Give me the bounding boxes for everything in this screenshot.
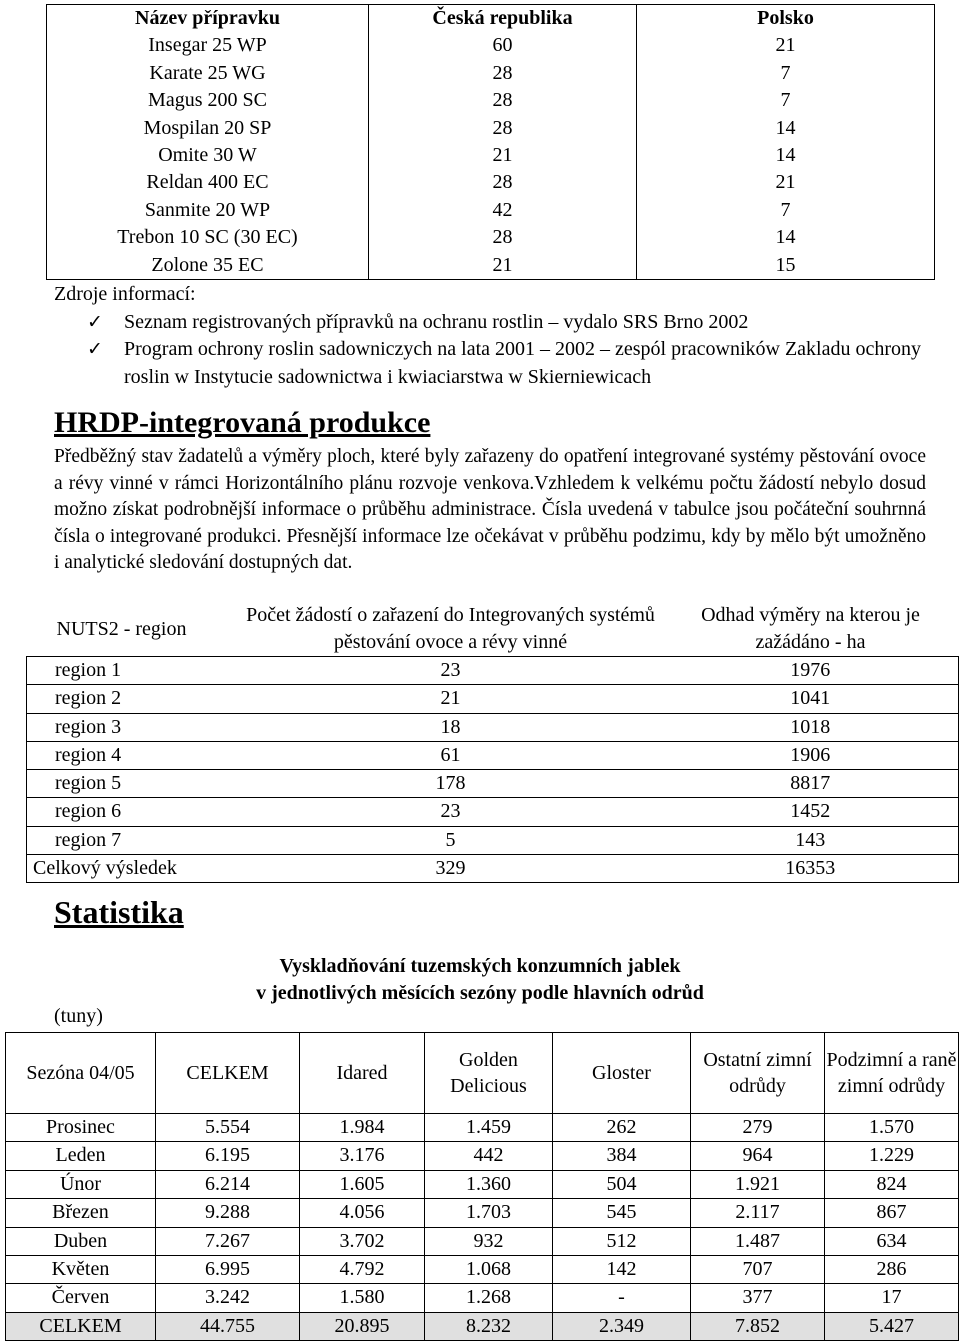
table-cell: 1.459 (425, 1114, 553, 1142)
table-cell: 3.702 (300, 1227, 425, 1255)
column-header: Počet žádostí o zařazení do Integrovaných systémů pěstování ovoce a révy vinné (246, 604, 655, 653)
table-cell: - (553, 1284, 691, 1312)
source-item (54, 336, 934, 391)
table-cell: Zolone 35 EC (47, 252, 369, 280)
table-row (27, 713, 959, 741)
table-cell: 7.267 (156, 1227, 300, 1255)
column-header: Polsko (637, 5, 935, 33)
table-header-row (6, 1033, 959, 1114)
table-cell: 60 (369, 32, 637, 59)
table-caption (0, 953, 960, 1007)
table-cell: region 4 (27, 741, 239, 769)
table-header-row (27, 602, 959, 657)
table-cell: 7 (637, 87, 935, 114)
table-row (27, 770, 959, 798)
table-cell: 28 (369, 60, 637, 87)
table-cell: 1.229 (825, 1142, 959, 1170)
table-cell: 5.554 (156, 1114, 300, 1142)
table-row (27, 855, 959, 883)
table-cell: 512 (553, 1227, 691, 1255)
column-header: Golden Delicious (425, 1033, 553, 1114)
table-cell: 9.288 (156, 1199, 300, 1227)
table-row (47, 32, 935, 59)
table-cell: 442 (425, 1142, 553, 1170)
table-row (6, 1312, 959, 1340)
table-cell: region 1 (27, 657, 239, 685)
table-cell: 21 (239, 685, 663, 713)
table-row (47, 197, 935, 224)
table-cell: 1.268 (425, 1284, 553, 1312)
table-cell: 44.755 (156, 1312, 300, 1340)
table-row (47, 60, 935, 87)
table-cell: 2.117 (691, 1199, 825, 1227)
table-header-row (47, 5, 935, 33)
table-cell: 20.895 (300, 1312, 425, 1340)
table-cell: 1976 (663, 657, 959, 685)
table-cell: Květen (6, 1256, 156, 1284)
table-cell: 867 (825, 1199, 959, 1227)
table-row (47, 87, 935, 114)
table-cell: 8817 (663, 770, 959, 798)
table-cell: 634 (825, 1227, 959, 1255)
table-cell: 3.242 (156, 1284, 300, 1312)
checkmark-icon: ✓ (87, 338, 103, 360)
table-cell: 545 (553, 1199, 691, 1227)
table-cell: 1.580 (300, 1284, 425, 1312)
table-cell: 21 (637, 32, 935, 59)
table-cell: 17 (825, 1284, 959, 1312)
table-cell: 21 (369, 142, 637, 169)
table-cell: 504 (553, 1170, 691, 1198)
table-cell: 1.360 (425, 1170, 553, 1198)
sources-section (54, 281, 934, 391)
table-cell: Karate 25 WG (47, 60, 369, 87)
table-cell: Mospilan 20 SP (47, 115, 369, 142)
table-cell: 1018 (663, 713, 959, 741)
table-cell: Omite 30 W (47, 142, 369, 169)
table-cell: 8.232 (425, 1312, 553, 1340)
table-cell: 4.056 (300, 1199, 425, 1227)
table-cell: Březen (6, 1199, 156, 1227)
table-cell: 286 (825, 1256, 959, 1284)
table-row (6, 1114, 959, 1142)
table-cell: 377 (691, 1284, 825, 1312)
column-header: Gloster (553, 1033, 691, 1114)
table-row (6, 1170, 959, 1198)
caption-line: Vyskladňování tuzemských konzumních jablek (279, 955, 681, 977)
table-cell: region 2 (27, 685, 239, 713)
table-cell: 15 (637, 252, 935, 280)
column-header: Odhad výměry na kterou je zažádáno - ha (701, 604, 920, 653)
table-cell: 262 (553, 1114, 691, 1142)
table-cell: 61 (239, 741, 663, 769)
table-cell: 279 (691, 1114, 825, 1142)
table-cell: Únor (6, 1170, 156, 1198)
table-cell: 932 (425, 1227, 553, 1255)
table-cell: 7 (637, 197, 935, 224)
table-cell: 1.570 (825, 1114, 959, 1142)
table-cell: 6.214 (156, 1170, 300, 1198)
table-cell: Červen (6, 1284, 156, 1312)
table-cell: 707 (691, 1256, 825, 1284)
table-row (47, 224, 935, 251)
column-header: Česká republika (369, 5, 637, 33)
table-cell: 1.605 (300, 1170, 425, 1198)
table-cell: 1452 (663, 798, 959, 826)
table-cell: 23 (239, 657, 663, 685)
table-row (27, 685, 959, 713)
sources-title: Zdroje informací: (54, 283, 196, 305)
table-cell: 21 (637, 169, 935, 196)
table-row (6, 1199, 959, 1227)
table-cell: region 5 (27, 770, 239, 798)
table-cell: 14 (637, 115, 935, 142)
table-cell: Sanmite 20 WP (47, 197, 369, 224)
source-item-text: Program ochrony roslin sadowniczych na lata 2001 – 2002 – zespól pracowników Zakladu ochrony roslin w Instytucie sadownictwa i kwiaciarstwa w Skierniewicach (124, 338, 922, 388)
pesticide-table (46, 4, 935, 280)
table-cell: Reldan 400 EC (47, 169, 369, 196)
table-row (27, 826, 959, 854)
table-cell: 28 (369, 87, 637, 114)
region-table (26, 602, 959, 883)
table-row (47, 142, 935, 169)
table-row (27, 798, 959, 826)
column-header: Idared (300, 1033, 425, 1114)
column-header: Podzimní a raně zimní odrůdy (825, 1033, 959, 1114)
table-cell: 7 (637, 60, 935, 87)
table-cell: 28 (369, 169, 637, 196)
table-cell: 329 (239, 855, 663, 883)
table-cell: 28 (369, 115, 637, 142)
table-cell: region 6 (27, 798, 239, 826)
source-item (54, 309, 934, 337)
table-cell: 23 (239, 798, 663, 826)
table-cell: 384 (553, 1142, 691, 1170)
table-row (47, 115, 935, 142)
table-cell: 21 (369, 252, 637, 280)
caption-line: v jednotlivých měsících sezóny podle hlavních odrůd (256, 982, 704, 1004)
hrdp-paragraph: Předběžný stav žadatelů a výměry ploch, které byly zařazeny do opatření integrované systémy pěstování ovoce a révy vinné v rámci Horizontálního plánu rozvoje venkova.Vzhledem k velkému počtu žádostí nebylo dosud možno získat podrobnější informace o průběhu administrace. Čísla uvedená v tabulce jsou počáteční souhrnná čísla o integrované produkci. Přesnější informace lze očekávat v průběhu podzimu, kdy by mělo být umožněno i analytické sledování dostupných dat. (54, 446, 926, 573)
table-cell: 6.995 (156, 1256, 300, 1284)
table-cell: 4.792 (300, 1256, 425, 1284)
unit-label: (tuny) (54, 1005, 103, 1027)
table-cell: 1.068 (425, 1256, 553, 1284)
column-header: Ostatní zimní odrůdy (691, 1033, 825, 1114)
checkmark-icon: ✓ (87, 310, 103, 333)
table-cell: 28 (369, 224, 637, 251)
table-row (27, 741, 959, 769)
table-cell: 1.984 (300, 1114, 425, 1142)
table-cell: Prosinec (6, 1114, 156, 1142)
table-cell: 1906 (663, 741, 959, 769)
table-cell: 42 (369, 197, 637, 224)
table-row (27, 657, 959, 685)
table-cell: 16353 (663, 855, 959, 883)
table-cell: 6.195 (156, 1142, 300, 1170)
table-row (6, 1142, 959, 1170)
column-header: Sezóna 04/05 (6, 1033, 156, 1114)
table-cell: 2.349 (553, 1312, 691, 1340)
table-cell: Celkový výsledek (27, 855, 239, 883)
table-cell: Leden (6, 1142, 156, 1170)
table-row (47, 252, 935, 280)
table-cell: 5 (239, 826, 663, 854)
table-cell: 1041 (663, 685, 959, 713)
table-cell: 5.427 (825, 1312, 959, 1340)
table-row (47, 169, 935, 196)
column-header: CELKEM (156, 1033, 300, 1114)
source-item-text: Seznam registrovaných přípravků na ochranu rostlin – vydalo SRS Brno 2002 (124, 310, 749, 333)
table-cell: 14 (637, 142, 935, 169)
table-cell: region 3 (27, 713, 239, 741)
table-row (6, 1284, 959, 1312)
table-cell: region 7 (27, 826, 239, 854)
table-cell: 18 (239, 713, 663, 741)
table-cell: 178 (239, 770, 663, 798)
table-cell: 1.703 (425, 1199, 553, 1227)
hrdp-heading: HRDP-integrovaná produkce (54, 406, 431, 439)
table-cell: 7.852 (691, 1312, 825, 1340)
table-cell: Insegar 25 WP (47, 32, 369, 59)
table-cell: 14 (637, 224, 935, 251)
column-header: Název přípravku (47, 5, 369, 33)
table-cell: 964 (691, 1142, 825, 1170)
table-cell: 824 (825, 1170, 959, 1198)
table-cell: 143 (663, 826, 959, 854)
statistika-heading: Statistika (54, 894, 184, 930)
table-cell: CELKEM (6, 1312, 156, 1340)
table-cell: 142 (553, 1256, 691, 1284)
table-cell: 3.176 (300, 1142, 425, 1170)
table-cell: Magus 200 SC (47, 87, 369, 114)
table-row (6, 1256, 959, 1284)
table-row (6, 1227, 959, 1255)
apple-storage-table (5, 1032, 959, 1341)
table-cell: 1.487 (691, 1227, 825, 1255)
table-cell: 1.921 (691, 1170, 825, 1198)
table-cell: Trebon 10 SC (30 EC) (47, 224, 369, 251)
column-header: NUTS2 - region (56, 617, 187, 640)
table-cell: Duben (6, 1227, 156, 1255)
